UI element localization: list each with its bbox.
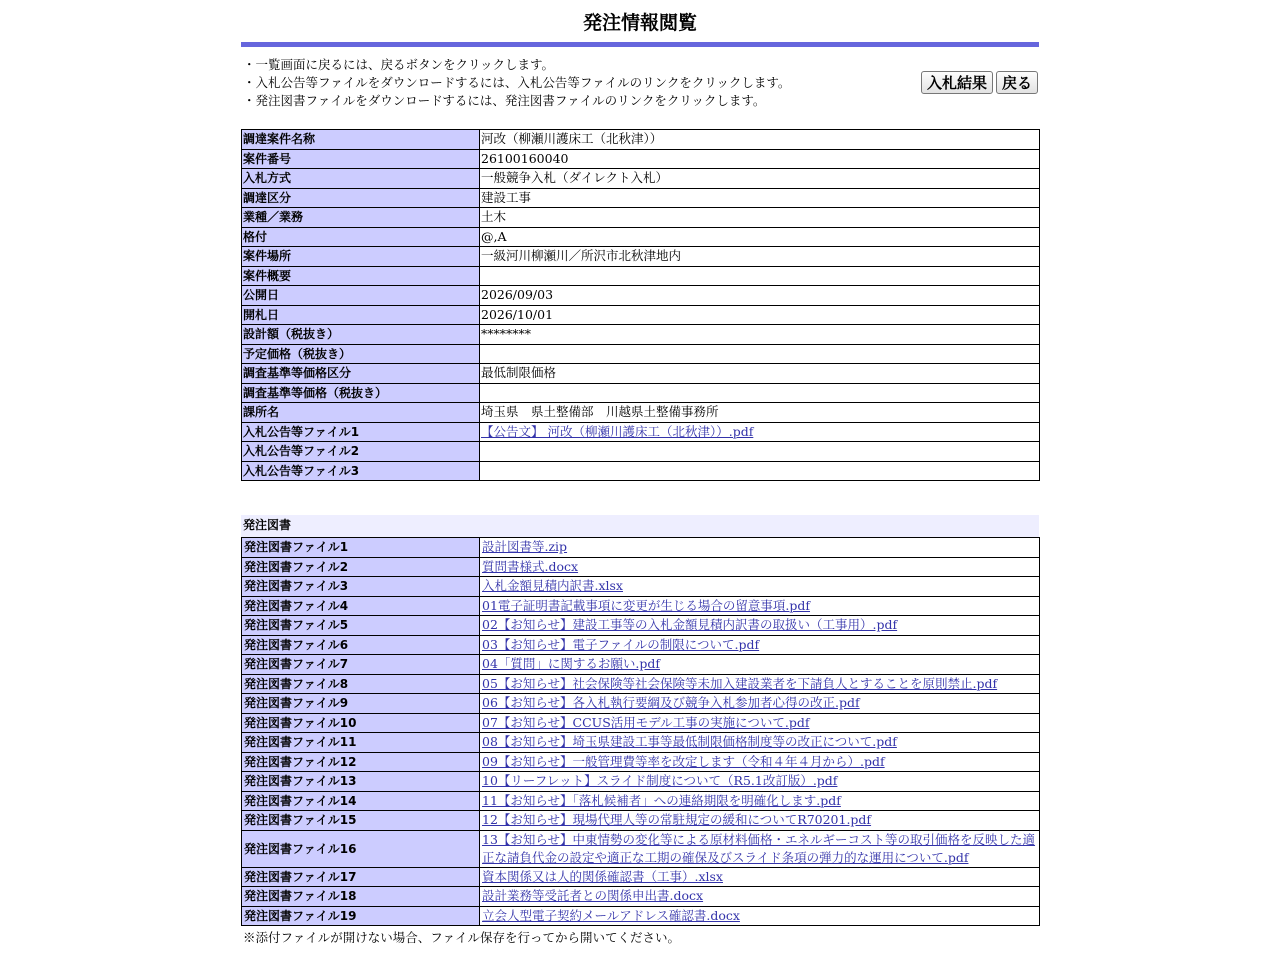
field-label: 業種／業務: [242, 208, 480, 228]
table-row: [242, 169, 1040, 189]
order-info-table: [241, 129, 1040, 481]
field-label: 予定価格（税抜き）: [242, 344, 480, 364]
table-row: [242, 130, 1040, 150]
order-doc-label: 発注図書ファイル4: [242, 596, 480, 616]
instruction-item: ・一覧画面に戻るには、戻るボタンをクリックします。: [243, 57, 555, 72]
order-doc-cell: [480, 906, 1040, 926]
table-row: [242, 403, 1040, 423]
table-row: [242, 247, 1040, 267]
order-doc-cell: [480, 596, 1040, 616]
order-doc-link[interactable]: 07【お知らせ】CCUS活用モデル工事の実施について.pdf: [482, 714, 810, 730]
table-row: [242, 383, 1040, 403]
order-doc-row: [242, 733, 1040, 753]
order-doc-label: 発注図書ファイル9: [242, 694, 480, 714]
field-label: 課所名: [242, 403, 480, 423]
order-doc-cell: [480, 538, 1040, 558]
field-label: 入札公告等ファイル1: [242, 422, 480, 442]
action-buttons: [921, 71, 1038, 94]
table-row: [242, 325, 1040, 345]
opening-date-value: 2026/10/01: [480, 305, 1040, 325]
field-label: 設計額（税抜き）: [242, 325, 480, 345]
survey-price-value: [480, 383, 1040, 403]
order-doc-label: 発注図書ファイル18: [242, 887, 480, 907]
order-doc-row: [242, 635, 1040, 655]
order-doc-label: 発注図書ファイル8: [242, 674, 480, 694]
order-doc-cell: [480, 655, 1040, 675]
order-doc-cell: [480, 635, 1040, 655]
office-value: 埼玉県 県土整備部 川越県土整備事務所: [480, 403, 1040, 423]
order-doc-label: 発注図書ファイル7: [242, 655, 480, 675]
bid-result-button[interactable]: 入札結果: [921, 71, 993, 94]
order-doc-link[interactable]: 08【お知らせ】埼玉県建設工事等最低制限価格制度等の改正について.pdf: [482, 734, 897, 750]
order-doc-label: 発注図書ファイル5: [242, 616, 480, 636]
notice-file1-link[interactable]: 【公告文】 河改（柳瀬川護床工（北秋津））.pdf: [481, 423, 754, 439]
table-row: [242, 149, 1040, 169]
order-doc-row: [242, 557, 1040, 577]
order-doc-cell: [480, 752, 1040, 772]
order-doc-cell: [480, 791, 1040, 811]
page-title: 発注情報閲覧: [582, 12, 697, 34]
field-label: 調達区分: [242, 188, 480, 208]
table-row: [242, 227, 1040, 247]
order-doc-row: [242, 655, 1040, 675]
order-doc-link[interactable]: 11【お知らせ】「落札候補者」への連絡期限を明確化します.pdf: [482, 792, 841, 808]
field-label: 入札公告等ファイル2: [242, 442, 480, 462]
field-label: 調査基準等価格（税抜き）: [242, 383, 480, 403]
order-doc-link[interactable]: 質問書様式.docx: [482, 558, 579, 574]
order-doc-link[interactable]: 設計業務等受託者との関係申出書.docx: [482, 888, 704, 904]
field-label: 格付: [242, 227, 480, 247]
order-doc-row: [242, 616, 1040, 636]
order-doc-label: 発注図書ファイル10: [242, 713, 480, 733]
order-doc-link[interactable]: 10【リーフレット】スライド制度について（R5.1改訂版）.pdf: [482, 773, 838, 789]
order-doc-label: 発注図書ファイル1: [242, 538, 480, 558]
design-amount-value: ********: [480, 325, 1040, 345]
order-doc-row: [242, 752, 1040, 772]
order-doc-label: 発注図書ファイル11: [242, 733, 480, 753]
order-doc-row: [242, 830, 1040, 867]
notice-file3-value: [480, 461, 1040, 481]
bid-method-value: 一般競争入札（ダイレクト入札）: [480, 169, 1040, 189]
order-doc-cell: [480, 811, 1040, 831]
table-row: [242, 208, 1040, 228]
location-value: 一級河川柳瀬川／所沢市北秋津地内: [480, 247, 1040, 267]
order-doc-cell: [480, 713, 1040, 733]
order-doc-link[interactable]: 09【お知らせ】一般管理費等率を改定します（令和４年４月から）.pdf: [482, 753, 885, 769]
notice-file1-cell: [480, 422, 1040, 442]
field-label: 調査基準等価格区分: [242, 364, 480, 384]
survey-type-value: 最低制限価格: [480, 364, 1040, 384]
order-doc-row: [242, 811, 1040, 831]
field-label: 入札公告等ファイル3: [242, 461, 480, 481]
field-label: 案件番号: [242, 149, 480, 169]
order-doc-row: [242, 596, 1040, 616]
order-doc-cell: [480, 674, 1040, 694]
order-doc-cell: [480, 830, 1040, 867]
table-row: [242, 422, 1040, 442]
table-row: [242, 305, 1040, 325]
order-doc-label: 発注図書ファイル16: [242, 830, 480, 867]
order-doc-link[interactable]: 12【お知らせ】現場代理人等の常駐規定の緩和についてR70201.pdf: [482, 812, 872, 828]
order-doc-cell: [480, 557, 1040, 577]
order-doc-link[interactable]: 13【お知らせ】中東情勢の変化等による原材料価格・エネルギーコスト等の取引価格を反映した適正な請負代金の設定や適正な工期の確保及びスライド条項の弾力的な運用について.pdf: [482, 831, 1036, 865]
publish-date-value: 2026/09/03: [480, 286, 1040, 306]
order-doc-label: 発注図書ファイル12: [242, 752, 480, 772]
order-doc-row: [242, 674, 1040, 694]
order-doc-cell: [480, 616, 1040, 636]
table-row: [242, 286, 1040, 306]
instructions-list: [241, 47, 1039, 110]
table-row: [242, 188, 1040, 208]
table-row: [242, 442, 1040, 462]
order-doc-link[interactable]: 03【お知らせ】電子ファイルの制限について.pdf: [482, 636, 760, 652]
order-doc-link[interactable]: 立会人型電子契約メールアドレス確認書.docx: [482, 907, 740, 923]
order-docs-section-title: 発注図書: [241, 515, 1039, 537]
order-doc-label: 発注図書ファイル3: [242, 577, 480, 597]
order-doc-link[interactable]: 05【お知らせ】社会保険等社会保険等未加入建設業者を下請負人とすることを原則禁止.pdf: [482, 675, 998, 691]
footer-note: ※添付ファイルが開けない場合、ファイル保存を行ってから開いてください。: [243, 930, 681, 945]
order-doc-row: [242, 577, 1040, 597]
order-doc-row: [242, 772, 1040, 792]
table-row: [242, 461, 1040, 481]
order-doc-row: [242, 906, 1040, 926]
order-doc-row: [242, 887, 1040, 907]
order-doc-cell: [480, 733, 1040, 753]
table-row: [242, 344, 1040, 364]
order-doc-row: [242, 791, 1040, 811]
order-doc-row: [242, 694, 1040, 714]
page-container: [241, 0, 1039, 948]
rank-value: @,A: [480, 227, 1040, 247]
table-row: [242, 364, 1040, 384]
case-number-value: 26100160040: [480, 149, 1040, 169]
order-doc-cell: [480, 887, 1040, 907]
instruction-item: ・入札公告等ファイルをダウンロードするには、入札公告等ファイルのリンクをクリックします。: [243, 75, 791, 90]
order-doc-label: 発注図書ファイル2: [242, 557, 480, 577]
order-doc-cell: [480, 694, 1040, 714]
field-label: 案件概要: [242, 266, 480, 286]
order-doc-cell: [480, 867, 1040, 887]
order-doc-label: 発注図書ファイル6: [242, 635, 480, 655]
table-row: [242, 266, 1040, 286]
order-doc-link[interactable]: 設計図書等.zip: [482, 539, 568, 555]
summary-value: [480, 266, 1040, 286]
order-doc-label: 発注図書ファイル19: [242, 906, 480, 926]
back-button[interactable]: 戻る: [996, 71, 1038, 94]
project-name-value: 河改（柳瀬川護床工（北秋津））: [480, 130, 1040, 150]
field-label: 開札日: [242, 305, 480, 325]
field-label: 調達案件名称: [242, 130, 480, 150]
field-label: 入札方式: [242, 169, 480, 189]
order-doc-label: 発注図書ファイル15: [242, 811, 480, 831]
order-doc-link[interactable]: 01電子証明書記載事項に変更が生じる場合の留意事項.pdf: [482, 597, 811, 613]
order-doc-link[interactable]: 04「質問」に関するお願い.pdf: [482, 656, 661, 672]
planned-price-value: [480, 344, 1040, 364]
order-doc-link[interactable]: 06【お知らせ】各入札執行要綱及び競争入札参加者心得の改正.pdf: [482, 695, 860, 711]
order-doc-link[interactable]: 資本関係又は人的関係確認書（工事）.xlsx: [482, 868, 723, 884]
category-value: 建設工事: [480, 188, 1040, 208]
notice-file2-value: [480, 442, 1040, 462]
order-doc-row: [242, 867, 1040, 887]
order-doc-label: 発注図書ファイル17: [242, 867, 480, 887]
order-doc-row: [242, 713, 1040, 733]
order-doc-cell: [480, 577, 1040, 597]
instructions-area: [241, 47, 1039, 129]
instruction-item: ・発注図書ファイルをダウンロードするには、発注図書ファイルのリンクをクリックします。: [243, 93, 766, 108]
order-doc-link[interactable]: 02【お知らせ】建設工事等の入札金額見積内訳書の取扱い（工事用）.pdf: [482, 617, 898, 633]
order-doc-link[interactable]: 入札金額見積内訳書.xlsx: [482, 578, 623, 594]
order-docs-table: [241, 537, 1040, 926]
industry-value: 土木: [480, 208, 1040, 228]
order-doc-label: 発注図書ファイル13: [242, 772, 480, 792]
order-doc-cell: [480, 772, 1040, 792]
order-doc-row: [242, 538, 1040, 558]
field-label: 公開日: [242, 286, 480, 306]
order-doc-label: 発注図書ファイル14: [242, 791, 480, 811]
field-label: 案件場所: [242, 247, 480, 267]
